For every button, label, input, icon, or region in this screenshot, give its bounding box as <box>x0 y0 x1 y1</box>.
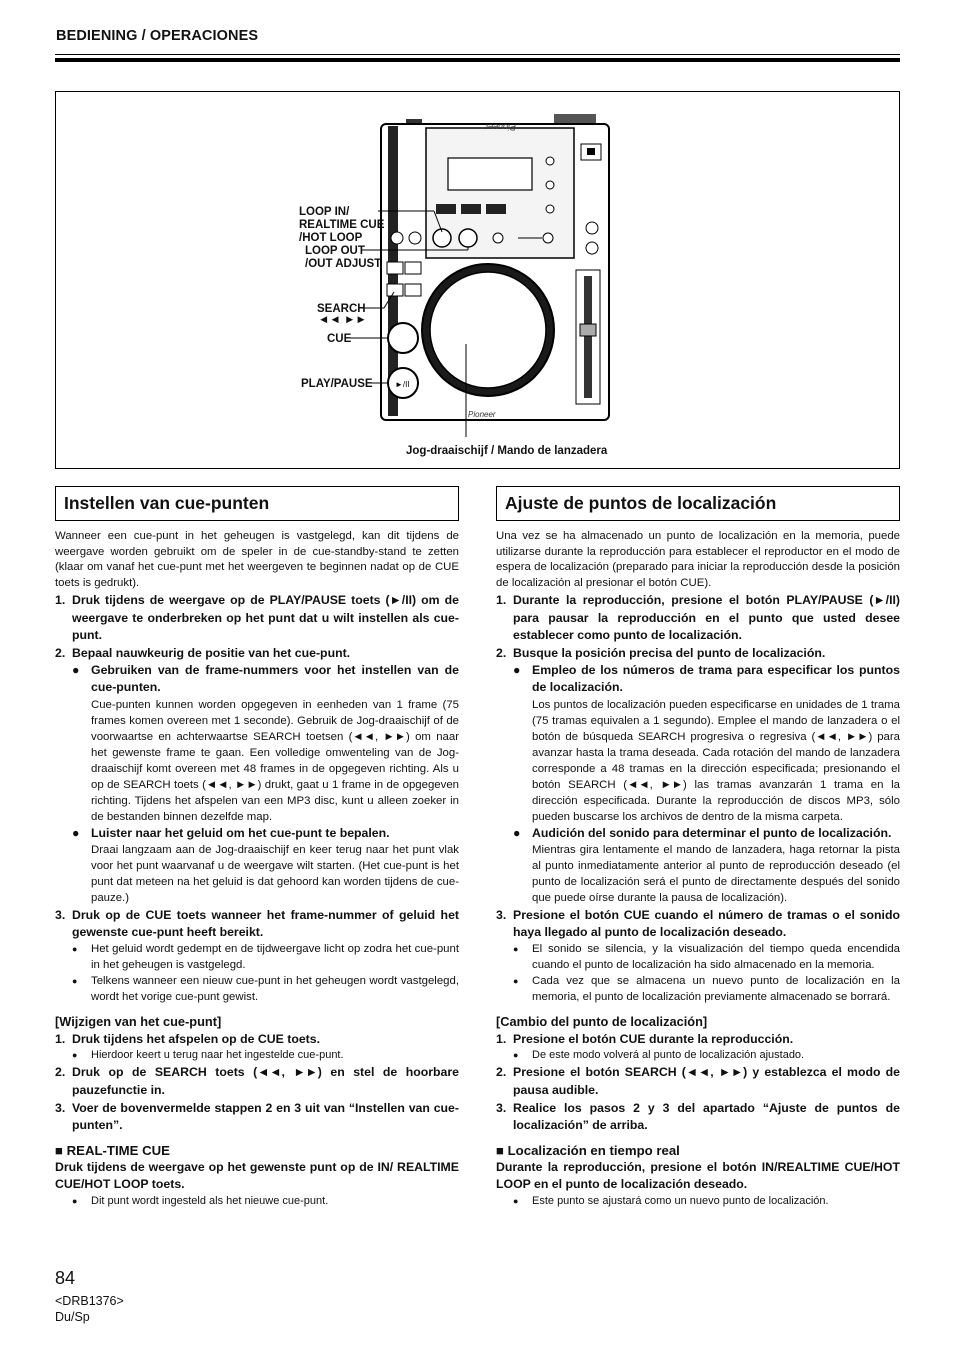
label-hot-loop: /HOT LOOP <box>299 232 363 244</box>
realtime-cue-text: Druk tijdens de weergave op het gewenste punt op de IN/ REALTIME CUE/HOT LOOP toets. <box>55 1160 459 1192</box>
label-search-arrows: ◄◄ ►► <box>318 314 367 326</box>
search-button <box>387 284 403 296</box>
page-number: 84 <box>55 1268 76 1288</box>
step-3-bullet: ● El sonido se silencia, y la visualización del tiempo queda encendida cuando el punto de localización ha sido almacenado en la memoria. <box>513 943 900 972</box>
brand-mark-front: Pioneer <box>468 410 496 419</box>
realtime-cue-text: Durante la reproducción, presione el botón IN/REALTIME CUE/HOT LOOP en el punto de localización deseado. <box>496 1160 900 1192</box>
device-figure <box>55 91 900 469</box>
top-connector <box>554 114 596 124</box>
indicator-led <box>546 181 554 189</box>
change-step-1-bullet: ● De este modo volverá al punto de localización ajustado. <box>513 1049 805 1062</box>
jog-wheel <box>430 272 546 388</box>
indicator-led <box>546 205 554 213</box>
small-button <box>543 233 553 243</box>
reloop-button <box>493 233 503 243</box>
label-out-adjust: /OUT ADJUST <box>305 258 382 270</box>
step-3-bullet: ● Cada vez que se almacena un nuevo punto de localización en la memoria, el punto de localización previamente almacenado se borrará. <box>513 975 900 1004</box>
label-cue: CUE <box>327 333 352 345</box>
step-2: 2. Bepaal nauwkeurig de positie van het cue-punt. <box>55 645 351 660</box>
step-2b-head: ● Audición del sonido para determinar el punto de localización. <box>513 825 892 840</box>
document-code: <DRB1376> <box>55 1294 124 1308</box>
master-tempo-button <box>586 242 598 254</box>
track-search-button <box>405 262 421 274</box>
realtime-cue-bullet: ● Dit punt wordt ingesteld als het nieuwe cue-punt. <box>72 1194 329 1207</box>
label-jog: Jog-draaischijf / Mando de lanzadera <box>406 445 608 457</box>
change-step-2: 2. Druk op de SEARCH toets (◄◄, ►►) en stel de hoorbare pauzefunctie in. <box>55 1065 459 1097</box>
label-search: SEARCH <box>317 303 366 315</box>
indicator-led <box>546 157 554 165</box>
step-2a-head: ● Empleo de los números de trama para especificar los puntos de localización. <box>513 663 900 695</box>
label-loop-in: LOOP IN/ <box>299 206 350 218</box>
tempo-range-button <box>586 222 598 234</box>
section-title: Instellen van cue-punten <box>55 486 459 521</box>
hot-loop-button <box>461 204 481 214</box>
realtime-cue-heading: ■ Localización en tiempo real <box>496 1143 680 1159</box>
change-step-3: 3. Realice los pasos 2 y 3 del apartado “Ajuste de puntos de localización” de arriba. <box>496 1100 900 1133</box>
hot-loop-button <box>486 204 506 214</box>
realtime-cue-bullet: ● Este punto se ajustará como un nuevo punto de localización. <box>513 1194 829 1207</box>
section-body <box>55 529 459 1209</box>
step-2: 2. Busque la posición precisa del punto de localización. <box>496 645 826 660</box>
cue-button <box>388 323 418 353</box>
step-1: 1. Druk tijdens de weergave op de PLAY/PAUSE toets (►/II) om de weergave te onderbreken op het punt dat u wilt instellen als cue-punt. <box>55 593 459 642</box>
right-column-spanish <box>496 486 900 1209</box>
change-cue-heading: [Cambio del punto de localización] <box>496 1014 708 1030</box>
page-footer <box>55 1268 124 1325</box>
search-button <box>405 284 421 296</box>
step-2a-text: Cue-punten kunnen worden opgegeven in eenheden van 1 frame (75 frames komen overeen met 1 seconde). Gebruik de Jog-draaischijf of de voorwaartse en achterwaartse SEARCH toetsen (◄◄, ►►) om naar het gewenste frame te gaan. Een volledige omwenteling van de Jog-draaischijf komt overeen met 48 frames in de opgegeven richting. Als u op de SEARCH toets (◄◄, ►►) drukt, gaat u 1 frame in de opgegeven richting. Tijdens het afspelen van een MP3 disc, kunt u alleen zoeker in de bestanden binnen dezelfde map. <box>91 698 459 823</box>
display-window <box>448 158 532 190</box>
loop-out-button <box>459 229 477 247</box>
header-rule-thick <box>55 58 900 62</box>
hot-loop-button <box>436 204 456 214</box>
brand-mark-top: Pioneer <box>484 122 516 132</box>
change-step-1: 1. Druk tijdens het afspelen op de CUE toets. <box>55 1032 321 1047</box>
cd-player-illustration <box>56 92 899 468</box>
realtime-cue-heading: ■ REAL-TIME CUE <box>55 1143 170 1159</box>
track-search-button <box>387 262 403 274</box>
section-body <box>496 529 900 1209</box>
section-header: BEDIENING / OPERACIONES <box>56 28 259 44</box>
play-pause-icon: ►/II <box>395 380 410 389</box>
change-step-1-bullet: ● Hierdoor keert u terug naar het ingestelde cue-punt. <box>72 1049 344 1062</box>
left-column-dutch <box>55 486 459 1209</box>
label-realtime-cue: REALTIME CUE <box>299 219 385 231</box>
eject-icon <box>587 148 595 155</box>
change-step-2: 2. Presione el botón SEARCH (◄◄, ►►) y establezca el modo de pausa audible. <box>496 1065 900 1097</box>
step-2b-text: Draai langzaam aan de Jog-draaischijf en keer terug naar het punt vlak voor het punt waarvanaf u de weergave wilt starten. (Het cue-punt is het punt dat meteen na het geluid is dat gehoord kan worden tijdens de cue-pauze.) <box>91 843 459 904</box>
label-play-pause: PLAY/PAUSE <box>301 378 373 390</box>
step-3: 3. Presione el botón CUE cuando el número de tramas o el sonido haya llegado al punto de localización deseado. <box>496 907 900 939</box>
change-step-3: 3. Voer de bovenvermelde stappen 2 en 3 uit van “Instellen van cue-punten”. <box>55 1100 459 1133</box>
small-knob <box>391 232 403 244</box>
label-loop-out: LOOP OUT <box>305 245 365 257</box>
change-cue-heading: [Wijzigen van het cue-punt] <box>55 1014 222 1030</box>
step-2b-text: Mientras gira lentamente el mando de lanzadera, haga retornar la pista al punto inmediatamente anterior al punto de reproducción deseado (el punto de localización será el punto de directamente después del sonido que puede oírse durante la pausa de localización). <box>532 843 900 904</box>
tempo-slider-scale <box>584 276 592 398</box>
section-title: Ajuste de puntos de localización <box>496 486 900 521</box>
intro-paragraph: Una vez se ha almacenado un punto de localización en la memoria, puede utilizarse durante la reproducción para establecer el reproductor en el modo de espera de localización (preparado para iniciar la reproducción desde la posición de localización al presionar el botón CUE). <box>496 530 900 589</box>
change-step-1: 1. Presione el botón CUE durante la reproducción. <box>496 1032 794 1047</box>
language-code: Du/Sp <box>55 1310 90 1324</box>
small-knob <box>409 232 421 244</box>
header-rule-thin <box>55 54 900 55</box>
step-1: 1. Durante la reproducción, presione el botón PLAY/PAUSE (►/II) para pausar la reproducción en el punto que usted desee establecer como punto de localización. <box>496 593 900 642</box>
intro-paragraph: Wanneer een cue-punt in het geheugen is vastgelegd, kan dit tijdens de weergave worden gebruikt om de speler in de cue-standby-stand te zetten (klaar om vanaf het cue-punt met het weergeven te beginnen nadat op de CUE toets is gedrukt). <box>55 530 459 589</box>
step-3-bullet: ● Het geluid wordt gedempt en de tijdweergave licht op zodra het cue-punt in het geheugen is vastgelegd. <box>72 943 459 972</box>
step-3: 3. Druk op de CUE toets wanneer het frame-nummer of geluid het gewenste cue-punt heeft bereikt. <box>55 907 459 939</box>
tempo-slider-knob <box>580 324 596 336</box>
step-2a-head: ● Gebruiken van de frame-nummers voor het instellen van de cue-punten. <box>72 663 459 695</box>
step-3-bullet: ● Telkens wanneer een nieuw cue-punt in het geheugen wordt vastgelegd, wordt het vorige cue-punt gewist. <box>72 975 459 1004</box>
step-2a-text: Los puntos de localización pueden especificarse en unidades de 1 trama (75 tramas equivalen a 1 segundo). Emplee el mando de lanzadera o el botón de búsqueda SEARCH progresiva o regresiva (◄◄, ►►) para avanzar hasta la trama deseada. Cada rotación del mando de lanzadera corresponde a 48 tramas en la dirección especificada; presionando el botón SEARCH (◄◄, ►►) las tramas avanzarán 1 trama en la dirección especificada. Durante la reproducción de discos MP3, sólo pueden buscarse los archivos de dentro de la misma carpeta. <box>532 698 900 823</box>
step-2b-head: ● Luister naar het geluid om het cue-punt te bepalen. <box>72 825 390 840</box>
